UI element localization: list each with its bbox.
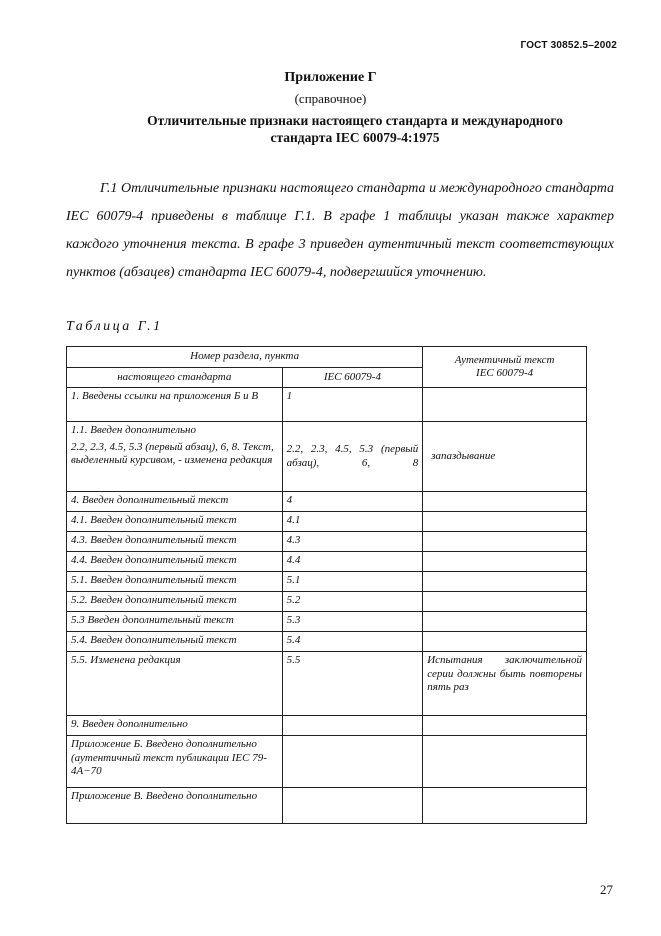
cell-iec	[282, 716, 423, 736]
cell-authentic	[423, 592, 587, 612]
table-row	[67, 716, 587, 736]
cell-authentic	[423, 788, 587, 824]
table-row	[67, 492, 587, 512]
cell-authentic	[423, 492, 587, 512]
cell-this-standard: 5.5. Изменена редакция	[67, 652, 283, 716]
table-row	[67, 512, 587, 532]
table-row	[67, 736, 587, 788]
cell-authentic	[423, 572, 587, 592]
header-section-number: Номер раздела, пункта	[67, 347, 423, 368]
cell-this-standard: 4.3. Введен дополнительный текст	[67, 532, 283, 552]
cell-authentic	[423, 552, 587, 572]
cell-this-standard: 5.1. Введен дополнительный текст	[67, 572, 283, 592]
cell-this-standard: 5.3 Введен дополнительный текст	[67, 612, 283, 632]
page-number: 27	[600, 882, 613, 897]
cell-iec: 4.3	[282, 532, 423, 552]
table-row	[67, 652, 587, 716]
cell-authentic	[423, 388, 587, 422]
cell-this-standard	[67, 422, 283, 492]
table-row	[67, 388, 587, 422]
appendix-subtitle: (справочное)	[294, 91, 367, 106]
cell-this-standard: Приложение Б. Введено дополнительно (аутентичный текст публикации IEC 79-4А−70	[67, 736, 283, 788]
appendix-heading	[90, 112, 620, 146]
cell-iec: 4.1	[282, 512, 423, 532]
cell-iec: 5.5	[282, 652, 423, 716]
cell-this-standard: 5.4. Введен дополнительный текст	[67, 632, 283, 652]
cell-this-standard: 4. Введен дополнительный текст	[67, 492, 283, 512]
table-row	[67, 532, 587, 552]
header-this-standard: настоящего стандарта	[67, 367, 283, 388]
table-row	[67, 592, 587, 612]
table-row	[67, 788, 587, 824]
cell-iec: 5.4	[282, 632, 423, 652]
cell-this-standard-line-a: 1.1. Введен дополнительно	[71, 424, 196, 436]
header-authentic-line1: Аутентичный текст	[454, 353, 555, 366]
appendix-heading-line1: Отличительные признаки настоящего стандарта и международного	[147, 113, 563, 128]
cell-authentic-text: Испытания заключительной серии должны быть повторены пять раз	[427, 654, 582, 693]
cell-authentic	[423, 512, 587, 532]
body-paragraph	[66, 175, 614, 287]
header-authentic-line2: IEC 60079-4	[476, 367, 534, 379]
header-authentic-text	[423, 347, 587, 388]
document-code: ГОСТ 30852.5–2002	[520, 40, 617, 51]
cell-iec	[282, 736, 423, 788]
cell-iec: 1	[282, 388, 423, 422]
cell-iec: 4.4	[282, 552, 423, 572]
cell-authentic	[423, 652, 587, 716]
cell-iec: 5.2	[282, 592, 423, 612]
appendix-title: Приложение Г	[284, 70, 377, 85]
cell-this-standard: 9. Введен дополнительно	[67, 716, 283, 736]
cell-this-standard: 1. Введены ссылки на приложения Б и В	[67, 388, 283, 422]
cell-authentic	[423, 736, 587, 788]
table-header-row	[67, 347, 587, 368]
table-row	[67, 632, 587, 652]
paragraph-text: Г.1 Отличительные признаки настоящего стандарта и международного стандарта IEC 60079-4 приведены в таблице Г.1. В графе 1 таблицы указан также характер каждого уточнения текста. В графе 3 приведен аутентичный текст соответствующих пунктов (абзацев) стандарта IEC 60079-4, подвергшийся уточнению.	[66, 181, 614, 280]
cell-authentic	[423, 716, 587, 736]
comparison-table	[66, 346, 587, 824]
table-row	[67, 612, 587, 632]
cell-authentic	[423, 532, 587, 552]
table-row	[67, 422, 587, 492]
cell-iec-text: 2.2, 2.3, 4.5, 5.3 (первый абзац), 6, 8	[286, 443, 419, 469]
table-row	[67, 572, 587, 592]
header-iec: IEC 60079-4	[282, 367, 423, 388]
table-caption: Таблица Г.1	[66, 319, 163, 334]
cell-authentic	[423, 612, 587, 632]
cell-this-standard: 4.1. Введен дополнительный текст	[67, 512, 283, 532]
table-row	[67, 552, 587, 572]
cell-this-standard: 5.2. Введен дополнительный текст	[67, 592, 283, 612]
cell-iec: 5.1	[282, 572, 423, 592]
cell-this-standard: Приложение В. Введено дополнительно	[67, 788, 283, 824]
cell-this-standard-line-b: 2.2, 2.3, 4.5, 5.3 (первый абзац), 6, 8. Текст, выделенный курсивом, - изменена редакция	[71, 440, 274, 466]
cell-authentic: запаздывание	[423, 422, 587, 492]
cell-this-standard: 4.4. Введен дополнительный текст	[67, 552, 283, 572]
cell-authentic	[423, 632, 587, 652]
appendix-heading-line2: стандарта IEC 60079-4:1975	[270, 130, 440, 145]
cell-iec	[282, 788, 423, 824]
cell-iec: 4	[282, 492, 423, 512]
cell-iec: 5.3	[282, 612, 423, 632]
cell-iec	[282, 422, 423, 492]
